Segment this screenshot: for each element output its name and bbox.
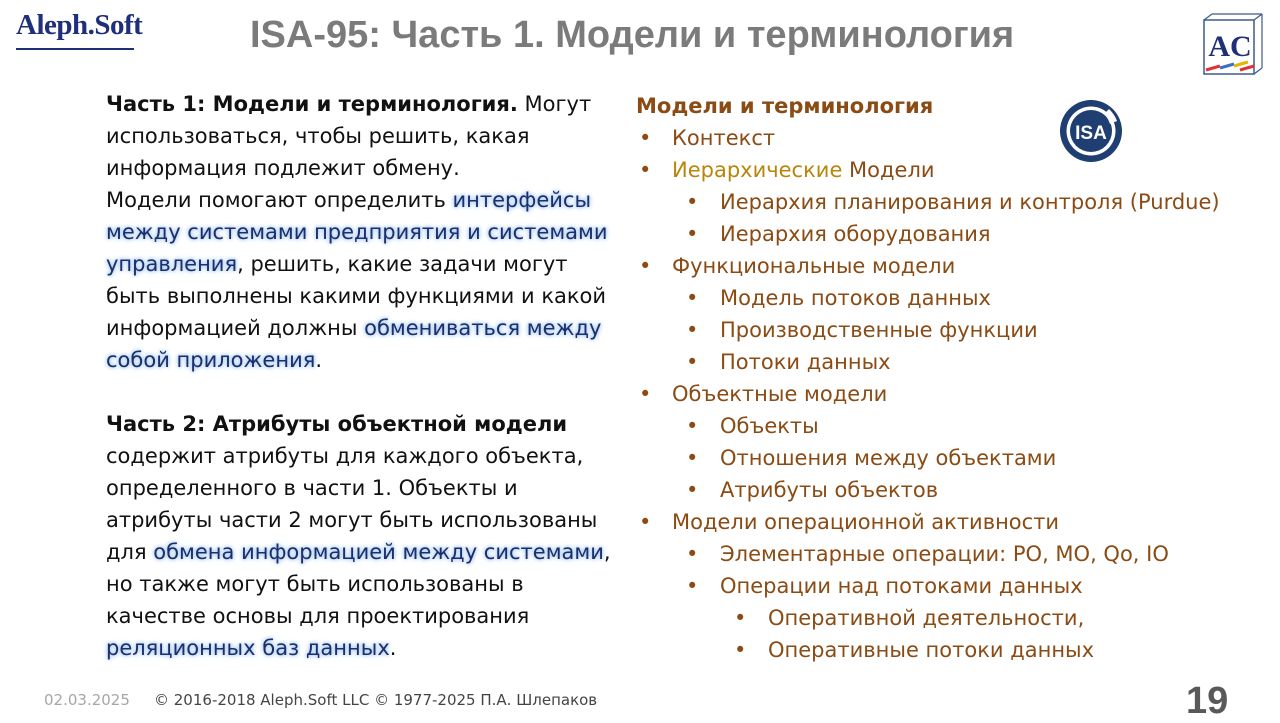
outline-label: Функциональные модели (672, 254, 956, 278)
bullet-icon: • (639, 158, 652, 182)
outline-subitem-data-flows (636, 346, 1256, 378)
bullet-icon: • (686, 190, 699, 214)
outline-label: Отношения между объектами (720, 446, 1057, 470)
models-text-2: , решить, какие задачи могут быть выполнены какими функциями и какой информацией должны (106, 252, 607, 340)
part2-heading: Часть 2: Атрибуты объектной модели (106, 412, 568, 436)
highlight-info-exchange: обмена информацией между системами (153, 540, 604, 564)
outline-subitem-elementary-operations (636, 538, 1256, 570)
bullet-icon: • (686, 478, 699, 502)
bullet-icon: • (639, 254, 652, 278)
bullet-icon: • (686, 414, 699, 438)
outline-label-highlight: Иерархические (672, 158, 843, 182)
bullet-icon: • (686, 446, 699, 470)
outline-label: Производственные функции (720, 318, 1038, 342)
bullet-icon: • (639, 510, 652, 534)
isa-logo-text: ISA (1075, 123, 1107, 144)
left-text-block (106, 88, 626, 664)
highlight-exchange: обмениваться между собой приложения (106, 316, 602, 372)
outline-subitem-objects (636, 410, 1256, 442)
logo-underline (16, 48, 134, 50)
outline-label: Атрибуты объектов (720, 478, 939, 502)
bullet-icon: • (686, 574, 699, 598)
outline-label: Контекст (672, 126, 776, 150)
logo-text: Aleph.Soft (16, 9, 143, 41)
outline-label: Потоки данных (720, 350, 891, 374)
part2-text-2: , но также могут быть использованы в качестве основы для проектирования (106, 540, 611, 628)
bullet-icon: • (686, 350, 699, 374)
page-number: 19 (1186, 680, 1229, 722)
highlight-interfaces: интерфейсы между системами предприятия и системами управления (106, 188, 608, 276)
paragraph-gap (106, 376, 626, 408)
bullet-icon: • (686, 318, 699, 342)
outline-label: Модели операционной активности (672, 510, 1060, 534)
outline-item-object-models (636, 378, 1256, 410)
outline-subitem-object-attributes (636, 474, 1256, 506)
outline-label: Объекты (720, 414, 819, 438)
outline-label: Оперативные потоки данных (768, 638, 1095, 662)
isa-logo (1059, 99, 1123, 163)
outline-label: Иерархия оборудования (720, 222, 991, 246)
outline-subitem-data-flow-operations (636, 570, 1256, 602)
outline-label: Объектные модели (672, 382, 888, 406)
highlight-relational-db: реляционных баз данных (106, 636, 390, 660)
bullet-icon: • (639, 126, 652, 150)
bullet-icon: • (686, 542, 699, 566)
ac-logo (1200, 12, 1264, 78)
outline-subsubitem-operational-data-flows (636, 634, 1256, 666)
outline-item-operational-activity-models (636, 506, 1256, 538)
outline-item-functional-models (636, 250, 1256, 282)
outline-subitem-equipment-hierarchy (636, 218, 1256, 250)
part1-paragraph (106, 88, 626, 184)
models-paragraph (106, 184, 626, 376)
outline-label: Элементарные операции: PO, MO, Qo, IO (720, 542, 1169, 566)
outline-label: Модели (842, 158, 935, 182)
outline-subitem-object-relations (636, 442, 1256, 474)
outline-label: Операции над потоками данных (720, 574, 1083, 598)
models-outline (636, 90, 1256, 666)
models-text-1: Модели помогают определить (106, 188, 453, 212)
outline-subitem-production-functions (636, 314, 1256, 346)
outline-item-context (636, 122, 1256, 154)
outline-item-hierarchical-models (636, 154, 1256, 186)
outline-subitem-purdue (636, 186, 1256, 218)
part2-text-1: содержит атрибуты для каждого объекта, определенного в части 1. Объекты и атрибуты части 2 могут быть использованы для (106, 444, 598, 564)
bullet-icon: • (734, 638, 747, 662)
part2-paragraph (106, 408, 626, 664)
aleph-soft-logo (16, 10, 142, 40)
outline-label: Оперативной деятельности, (768, 606, 1085, 630)
models-text-3: . (315, 348, 323, 372)
slide-title: ISA-95: Часть 1. Модели и терминология (250, 14, 1015, 56)
footer-copyright: © 2016-2018 Aleph.Soft LLC © 1977-2025 П.А. Шлепаков (154, 691, 598, 709)
part2-text-3: . (389, 636, 397, 660)
bullet-icon: • (639, 382, 652, 406)
ac-logo-text: AC (1208, 30, 1252, 63)
outline-label: Иерархия планирования и контроля (Purdue) (720, 190, 1220, 214)
outline-subitem-data-flow-model (636, 282, 1256, 314)
outline-list (636, 122, 1256, 666)
part1-heading: Часть 1: Модели и терминология. (106, 92, 518, 116)
outline-heading: Модели и терминология (636, 94, 934, 118)
part1-text-1: Могут использоваться, чтобы решить, какая информация подлежит обмену. (106, 92, 592, 180)
footer-date: 02.03.2025 (44, 691, 130, 709)
bullet-icon: • (734, 606, 747, 630)
bullet-icon: • (686, 222, 699, 246)
outline-subsubitem-operational-activity (636, 602, 1256, 634)
bullet-icon: • (686, 286, 699, 310)
outline-label: Модель потоков данных (720, 286, 991, 310)
